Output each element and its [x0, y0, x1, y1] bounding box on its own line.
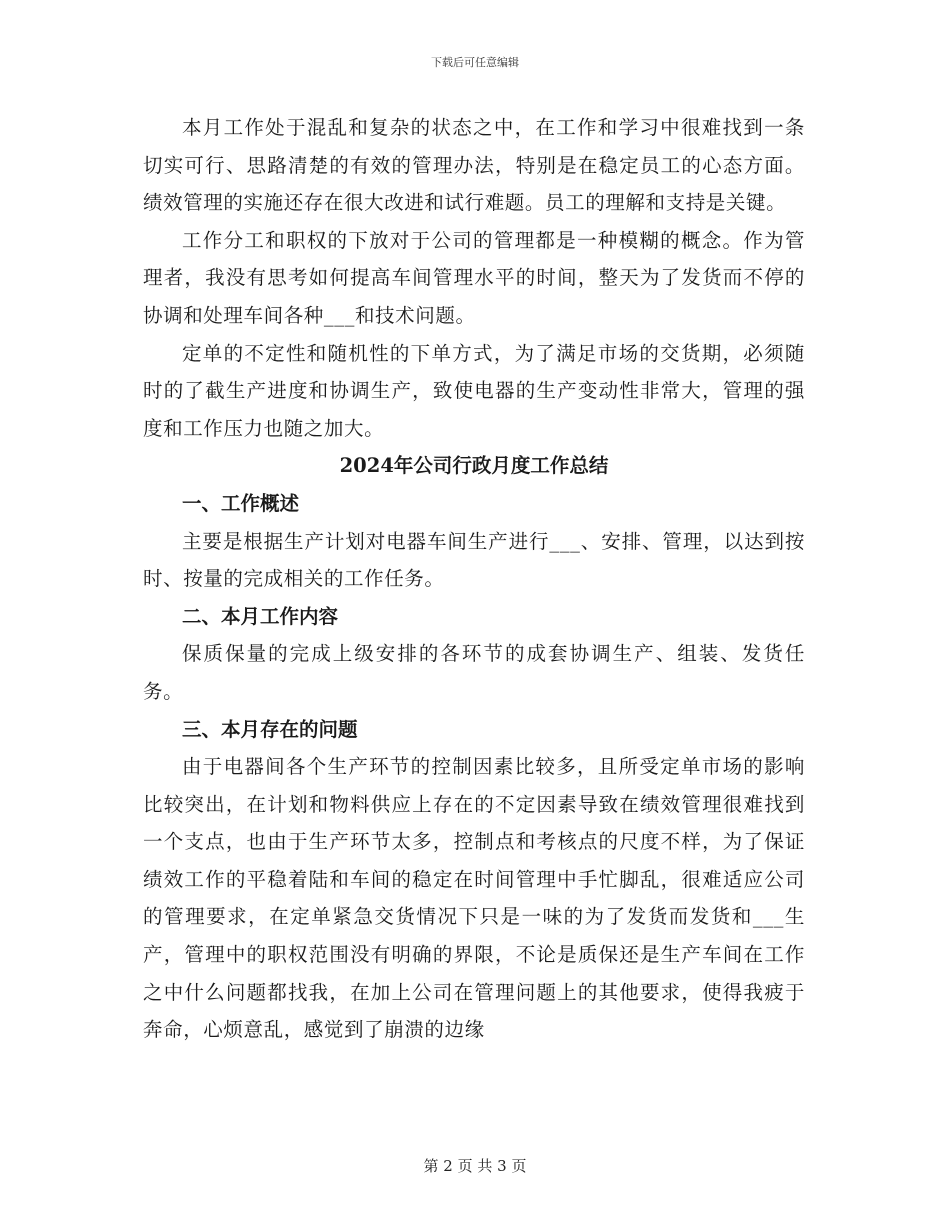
paragraph-problems: 由于电器间各个生产环节的控制因素比较多，且所受定单市场的影响比较突出，在计划和物料供应上存在的不定因素导致在绩效管理很难找到一个支点，也由于生产环节太多，控制点和考核点的尺度不样，为了保证绩效工作的平稳着陆和车间的稳定在时间管理中手忙脚乱，很难适应公司的管理要求，在定单紧急交货情况下只是一味的为了发货而发货和___生产，管理中的职权范围没有明确的界限，不论是质保还是生产车间在工作之中什么问题都找我，在加上公司在管理问题上的其他要求，使得我疲于奔命，心烦意乱，感觉到了崩溃的边缘 — [143, 755, 805, 1042]
document-title: 2024年公司行政月度工作总结 — [339, 454, 609, 478]
paragraph-intro-3: 定单的不定性和随机性的下单方式，为了满足市场的交货期，必须随时的了截生产进度和协调生产，致使电器的生产变动性非常大，管理的强度和工作压力也随之加大。 — [143, 341, 805, 440]
section-heading-work-content: 二、本月工作内容 — [182, 604, 339, 628]
paragraph-intro-2: 工作分工和职权的下放对于公司的管理都是一种模糊的概念。作为管理者，我没有思考如何提高车间管理水平的时间，整天为了发货而不停的协调和处理车间各种___和技术问题。 — [143, 228, 805, 327]
section-heading-problems: 三、本月存在的问题 — [182, 717, 358, 741]
paragraph-intro-1: 本月工作处于混乱和复杂的状态之中，在工作和学习中很难找到一条切实可行、思路清楚的有效的管理办法，特别是在稳定员工的心态方面。绩效管理的实施还存在很大改进和试行难题。员工的理解和支持是关键。 — [143, 116, 805, 215]
section-heading-overview: 一、工作概述 — [182, 491, 300, 515]
paragraph-overview: 主要是根据生产计划对电器车间生产进行___、安排、管理，以达到按时、按量的完成相关的工作任务。 — [143, 529, 805, 591]
document-body — [143, 109, 805, 1049]
paragraph-work-content: 保质保量的完成上级安排的各环节的成套协调生产、组装、发货任务。 — [143, 642, 805, 703]
page-header-note: 下载后可任意编辑 — [431, 56, 519, 69]
page-number: 第 2 页 共 3 页 — [423, 1157, 527, 1175]
